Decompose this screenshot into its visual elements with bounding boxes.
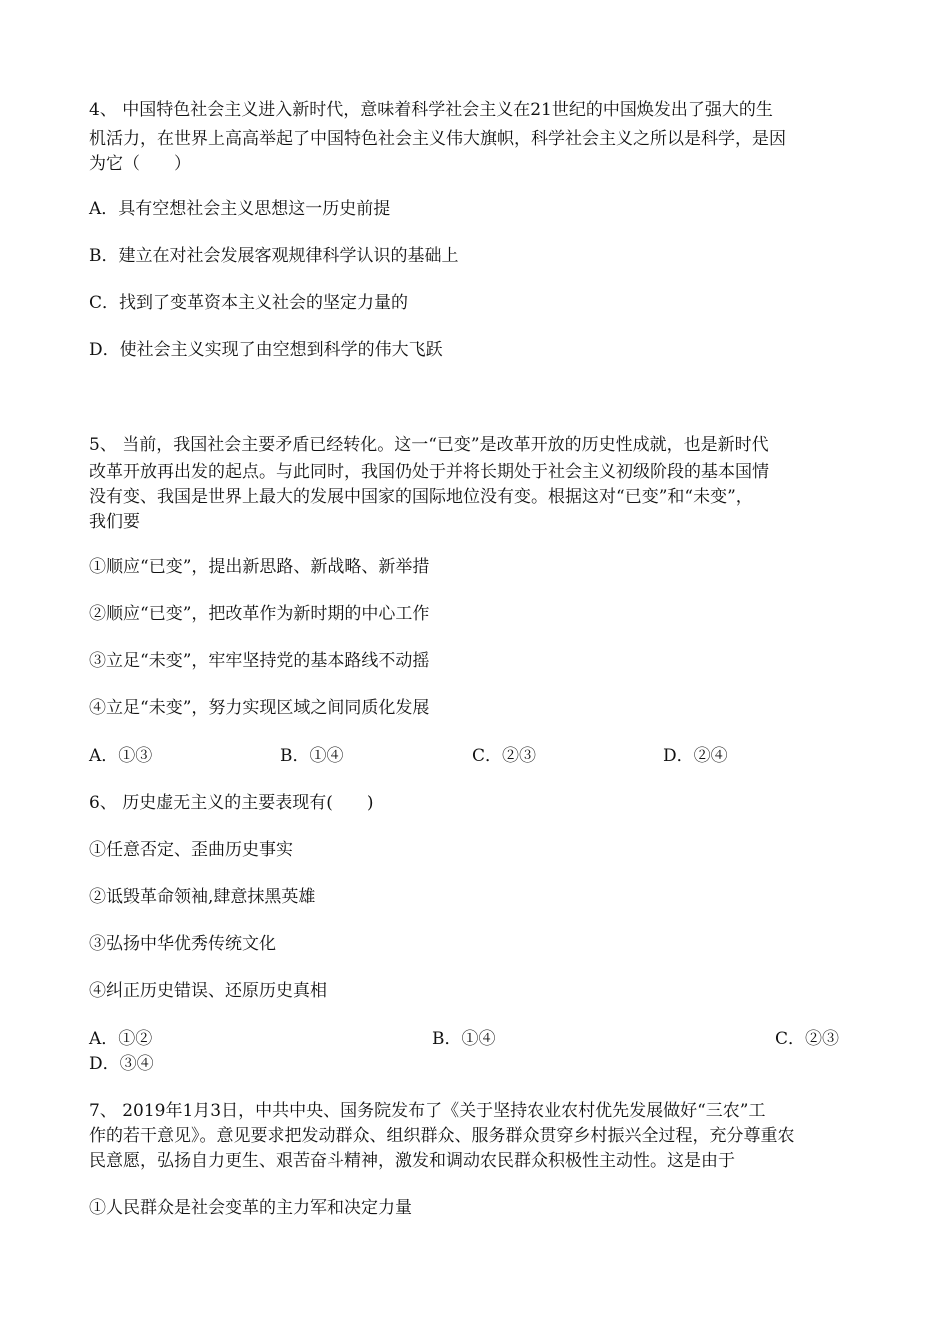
q4-stem-line-3: 为它（ ） xyxy=(89,154,191,174)
q4-option-c: C．找到了变革资本主义社会的坚定力量的 xyxy=(89,293,409,313)
q6-choice-b: B．①④ xyxy=(432,1029,496,1049)
q5-choice-d: D．②④ xyxy=(663,746,728,766)
q4-option-b: B．建立在对社会发展客观规律科学认识的基础上 xyxy=(89,246,459,266)
q6-item-3: ③弘扬中华优秀传统文化 xyxy=(89,934,276,954)
q5-stem-line-2: 改革开放再出发的起点。与此同时，我国仍处于并将长期处于社会主义初级阶段的基本国情 xyxy=(89,462,769,482)
q7-item-1: ①人民群众是社会变革的主力军和决定力量 xyxy=(89,1198,412,1218)
q7-stem-line-1: 7、 2019年1月3日，中共中央、国务院发布了《关于坚持农业农村优先发展做好“三农”工 xyxy=(89,1101,766,1121)
q5-item-1: ①顺应“已变”，提出新思路、新战略、新举措 xyxy=(89,557,430,577)
q6-item-1: ①任意否定、歪曲历史事实 xyxy=(89,840,293,860)
q5-item-3: ③立足“未变”，牢牢坚持党的基本路线不动摇 xyxy=(89,651,430,671)
q6-item-4: ④纠正历史错误、还原历史真相 xyxy=(89,981,327,1001)
q4-option-d: D．使社会主义实现了由空想到科学的伟大飞跃 xyxy=(89,340,443,360)
q5-choice-c: C．②③ xyxy=(472,746,537,766)
q6-choice-c: C．②③ xyxy=(775,1029,840,1049)
q5-stem-line-3: 没有变、我国是世界上最大的发展中国家的国际地位没有变。根据这对“已变”和“未变”， xyxy=(89,487,753,507)
q7-stem-line-2: 作的若干意见》。意见要求把发动群众、组织群众、服务群众贯穿乡村振兴全过程，充分尊重农 xyxy=(89,1126,795,1146)
q5-stem-line-1: 5、 当前，我国社会主要矛盾已经转化。这一“已变”是改革开放的历史性成就，也是新时代 xyxy=(89,435,769,455)
q4-option-a: A．具有空想社会主义思想这一历史前提 xyxy=(89,199,391,219)
q5-item-2: ②顺应“已变”，把改革作为新时期的中心工作 xyxy=(89,604,430,624)
q6-stem: 6、 历史虚无主义的主要表现有( ) xyxy=(89,793,374,813)
q6-item-2: ②诋毁革命领袖,肆意抹黑英雄 xyxy=(89,887,316,907)
q6-choice-d: D．③④ xyxy=(89,1054,154,1074)
q6-choice-a: A．①② xyxy=(89,1029,153,1049)
q7-stem-line-3: 民意愿，弘扬自力更生、艰苦奋斗精神，激发和调动农民群众积极性主动性。这是由于 xyxy=(89,1151,735,1171)
q5-item-4: ④立足“未变”，努力实现区域之间同质化发展 xyxy=(89,698,430,718)
q4-stem-line-2: 机活力，在世界上高高举起了中国特色社会主义伟大旗帜，科学社会主义之所以是科学，是因 xyxy=(89,129,786,149)
q5-choice-a: A．①③ xyxy=(89,746,153,766)
q5-choice-b: B．①④ xyxy=(280,746,344,766)
q4-stem-line-1: 4、 中国特色社会主义进入新时代，意味着科学社会主义在21世纪的中国焕发出了强大的生 xyxy=(89,100,773,120)
q5-stem-line-4: 我们要 xyxy=(89,512,140,532)
